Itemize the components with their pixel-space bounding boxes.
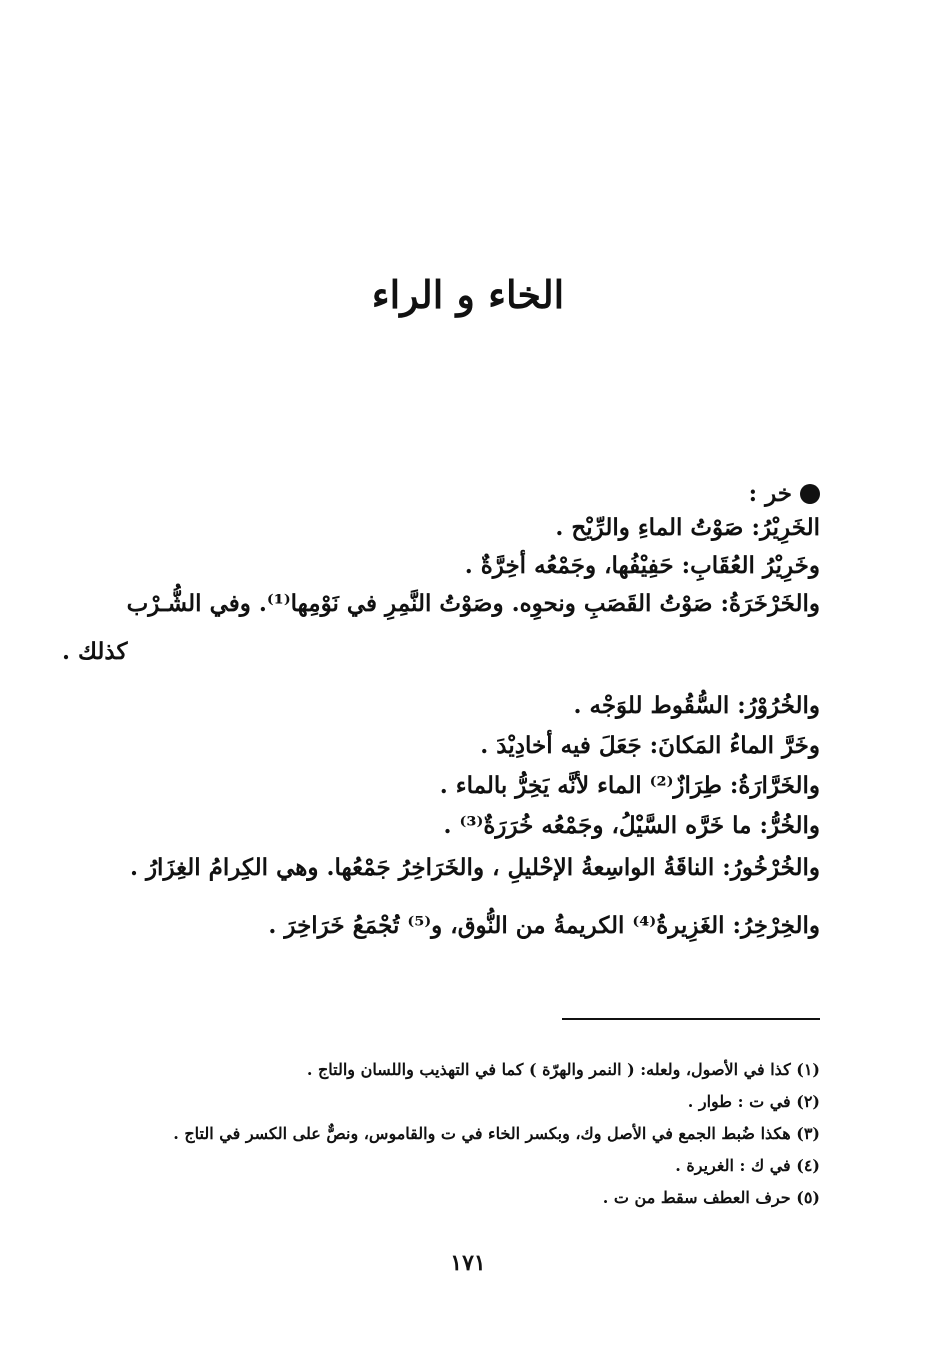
entry-line: والخِرْخِرُ: الغَزِيرةُ⁽⁴⁾ الكريمةُ من النُّوق، و⁽⁵⁾ تُجْمَعُ خَرَاخِرَ .: [268, 912, 820, 939]
entry-line: الخَرِيْرُ: صَوْتُ الماءِ والرِّيْح .: [555, 514, 820, 541]
entry-line: والخُرْخُورُ: الناقَةُ الواسِعةُ الإحْليلِ ، والخَرَاخِرُ جَمْعُها. وهي الكِرامُ الغِزَارُ .: [129, 854, 820, 881]
footnote: (٤) في ك : الغريرة .: [675, 1156, 820, 1175]
page-number: ١٧١: [450, 1250, 486, 1276]
footnote: (٢) في ت : طوار .: [687, 1092, 820, 1111]
footnote: (٥) حرف العطف سقط من ت .: [602, 1188, 820, 1207]
entry-line: والخَرْخَرَةُ: صَوْتُ القَصَبِ ونحوِه. وصَوْتُ النَّمِرِ في نَوْمِها⁽¹⁾. وفي الشُّـرْب: [126, 590, 820, 617]
entry-line: وخَرِيْرُ العُقَابِ: حَفِيْفُها، وجَمْعُه أخِرَّةٌ .: [464, 552, 820, 579]
bullet-icon: [800, 484, 820, 504]
root-heading: [92, 474, 820, 514]
entry-line: والخَرَّارَةُ: طِرَازٌ⁽²⁾ الماء لأنَّه يَخِرُّ بالماء .: [439, 772, 820, 799]
root-label: خر :: [748, 480, 792, 508]
footnotes: [110, 1054, 820, 1214]
entry-line: والخُرُوْرُ: السُّقُوط للوَجْه .: [573, 692, 820, 719]
entry-line: وخَرَّ الماءُ المَكانَ: جَعَلَ فيه أخادِيْدَ .: [480, 732, 820, 759]
entry-line: والخُرُّ: ما خَرَّه السَّيْلُ، وجَمْعُه خُرَرَةٌ⁽³⁾ .: [443, 812, 820, 839]
dictionary-entries: [62, 474, 820, 952]
entry-line-continuation: كذلك .: [62, 638, 128, 665]
footnote: (٣) هكذا ضُبط الجمع في الأصل وك، وبكسر الخاء في ت والقاموس، ونصٌّ على الكسر في التاج .: [173, 1124, 820, 1143]
footnote: (١) كذا في الأصول، ولعله: ( النمر والهرّة ) كما في التهذيب واللسان والتاج .: [306, 1060, 820, 1079]
footnote-separator: [562, 1018, 820, 1020]
section-title: الخاء و الراء: [371, 272, 565, 317]
